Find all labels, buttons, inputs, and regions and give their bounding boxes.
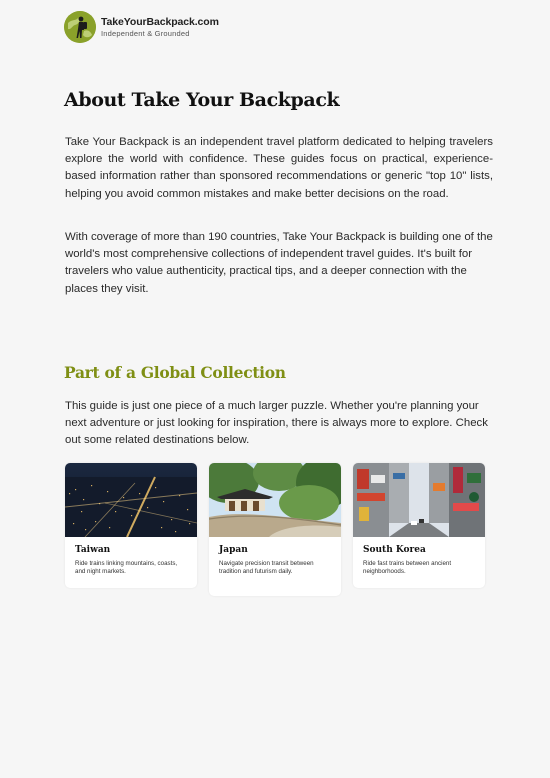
card-description: Ride fast trains between ancient neighborhoods. [363,560,452,575]
about-paragraph-2: With coverage of more than 190 countries, Take Your Backpack is building one of the world's most comprehensive collections of independent travel guides. It's built for travelers who value authenticity, practical tips, and a deeper connection with the places they visit. [65,231,493,295]
site-header [64,11,219,43]
card-description: Navigate precision transit between tradition and futurism daily. [219,560,314,575]
card-title: Japan [219,545,248,555]
collection-title: Part of a Global Collection [64,363,286,382]
collection-intro: This guide is just one piece of a much larger puzzle. Whether you're planning your next adventure or just looking for inspiration, there is always more to explore. Check out some related destinations below. [65,400,488,447]
card-title: Taiwan [75,545,111,555]
card-title: South Korea [363,545,426,555]
brand-tagline: Independent & Grounded [101,28,190,38]
destination-card-taiwan[interactable] [65,463,197,588]
about-title: About Take Your Backpack [64,89,340,111]
japanese-temple-forest-photo [209,463,341,537]
destination-card-south-korea[interactable] [353,463,485,588]
destination-card-japan[interactable] [209,463,341,596]
brand-name[interactable]: TakeYourBackpack.com [101,16,219,28]
about-paragraph-1: Take Your Backpack is an independent travel platform dedicated to helping travelers explore the world with confidence. These guides focus on practical, experience-based information rather than sponsored recommendations or generic "top 10" lists, helping you avoid common mistakes and make better decisions on the road. [65,136,493,200]
card-description: Ride trains linking mountains, coasts, and night markets. [75,560,178,575]
taipei-night-city-photo [65,463,197,537]
backpacker-globe-icon[interactable] [64,11,96,43]
korean-street-signs-photo [353,463,485,537]
